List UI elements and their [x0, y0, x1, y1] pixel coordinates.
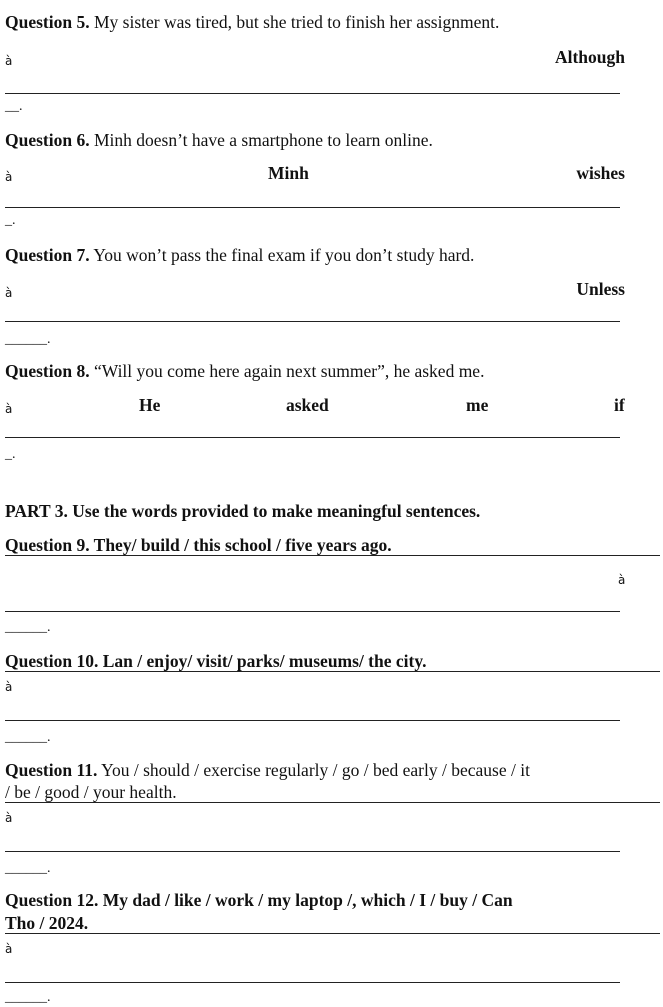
answer-tail-q7: ______. [5, 332, 51, 347]
question-6-cue-minh: Minh [268, 163, 309, 183]
arrow-marker: à [5, 170, 13, 184]
arrow-marker: à [5, 942, 13, 956]
question-8 [5, 361, 484, 382]
answer-line-q6[interactable] [5, 207, 620, 208]
answer-tail-q5: __. [5, 99, 23, 114]
answer-tail-q9: ______. [5, 620, 51, 635]
question-8-text: “Will you come here again next summer”, he asked me. [89, 361, 485, 381]
answer-tail-q10: ______. [5, 730, 51, 745]
answer-line-q5[interactable] [5, 93, 620, 94]
answer-line-q8[interactable] [5, 437, 620, 438]
question-9-underline [5, 555, 660, 556]
question-7-text: You won’t pass the final exam if you don’t study hard. [89, 245, 475, 265]
question-7-cue: Unless [576, 279, 625, 299]
question-12-line-2: Tho / 2024. [5, 913, 89, 933]
answer-line-q10[interactable] [5, 720, 620, 721]
arrow-marker: à [5, 811, 13, 825]
question-8-cue-me: me [466, 395, 489, 415]
question-10-underline [5, 671, 660, 672]
question-10: Question 10. Lan / enjoy/ visit/ parks/ museums/ the city. [5, 651, 427, 671]
question-6-cue-wishes: wishes [576, 163, 625, 183]
question-12-underline [5, 933, 660, 934]
question-11-label: Question 11. [5, 760, 98, 780]
question-5-cue: Although [554, 47, 625, 67]
part-3-heading: PART 3. Use the words provided to make meaningful sentences. [5, 501, 481, 521]
question-5 [5, 12, 499, 33]
answer-line-q11[interactable] [5, 851, 620, 852]
question-8-cue-asked: asked [286, 395, 329, 415]
question-8-label: Question 8. [5, 361, 90, 381]
question-7 [5, 245, 474, 266]
arrow-marker: à [5, 54, 13, 68]
question-6 [5, 130, 433, 151]
question-11-underline [5, 802, 660, 803]
question-8-cue-he: He [139, 395, 161, 415]
answer-tail-q6: _. [5, 213, 16, 228]
question-6-label: Question 6. [5, 130, 90, 150]
question-11-line-1 [5, 760, 530, 781]
question-8-cue-if: if [614, 395, 625, 415]
question-6-text: Minh doesn’t have a smartphone to learn online. [89, 130, 433, 150]
answer-tail-q12: ______. [5, 990, 51, 1005]
question-12-line-1: Question 12. My dad / like / work / my laptop /, which / I / buy / Can [5, 890, 513, 910]
question-7-label: Question 7. [5, 245, 90, 265]
question-5-label: Question 5. [5, 12, 90, 32]
arrow-marker: à [618, 573, 626, 587]
question-5-text: My sister was tired, but she tried to finish her assignment. [89, 12, 500, 32]
answer-line-q12[interactable] [5, 982, 620, 983]
arrow-marker: à [5, 680, 13, 694]
answer-line-q9[interactable] [5, 611, 620, 612]
question-11-line-2: / be / good / your health. [5, 782, 177, 802]
answer-tail-q8: _. [5, 447, 16, 462]
question-9: Question 9. They/ build / this school / five years ago. [5, 535, 392, 555]
question-11-text: You / should / exercise regularly / go / bed early / because / it [97, 760, 530, 780]
answer-tail-q11: ______. [5, 861, 51, 876]
arrow-marker: à [5, 286, 13, 300]
answer-line-q7[interactable] [5, 321, 620, 322]
arrow-marker: à [5, 402, 13, 416]
